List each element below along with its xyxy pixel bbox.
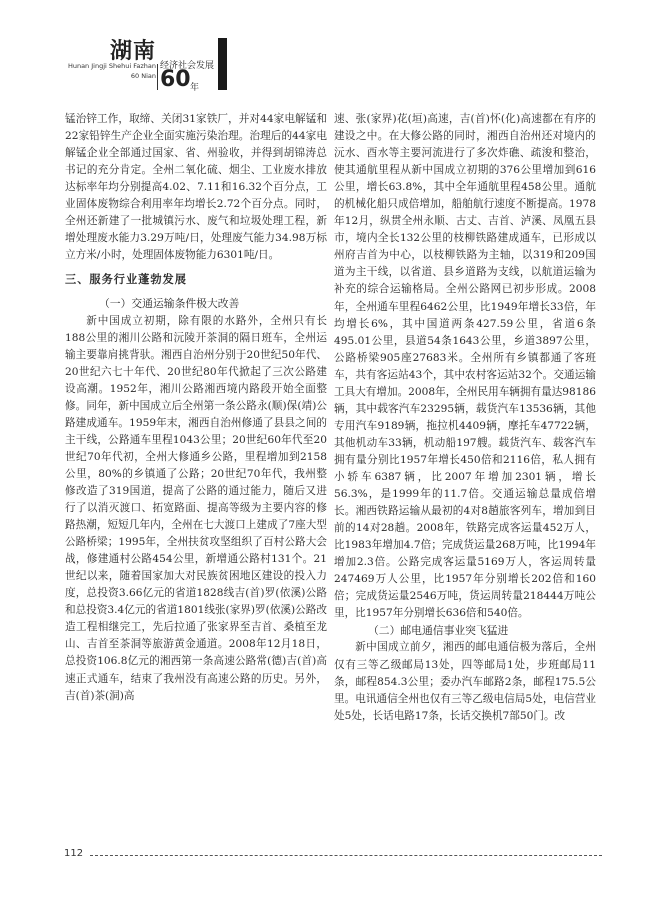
logo-pinyin: Hunan Jingji Shehui Fazhan [67,62,156,70]
left-column [65,111,327,705]
logo-pinyin-years: 60 Nian [130,72,156,80]
logo-number: 60 [160,67,191,92]
sub-heading: （二）邮电通信事业突飞猛进 [368,624,509,638]
logo-black-bar [218,38,227,90]
logo-nian: 年 [190,83,200,93]
paragraph: 锰治锌工作，取缔、关闭31家铁厂，并对44家电解锰和22家铅锌生产企业全面实施污染治理。治理后的44家电解锰企业全部通过国家、省、州验收，并得到胡锦涛总书记的充分肯定。全州二氧化硫、烟尘、工业废水排放达标率年均分别提高4.02、7.11和16.32个百分点，工业固体废物综合利用率年均增长2.72个百分点。同时，全州还新建了一批城镇污水、废气和垃圾处理工程，新增处理废水能力3.29万吨/日，处理废气能力34.98万标立方米/小时，处理固体废物能力6301吨/日。 [65,113,327,262]
logo-title: 湖南 [109,38,156,64]
footer-divider [90,855,602,856]
logo-subtitle: 经济社会发展 [160,61,215,71]
paragraph: 新中国成立初期，除有限的水路外，全州只有长188公里的湘川公路和沅陵开茶洞的隔日班车，全州运输主要靠肩挑背驮。湘西自治州分别于20世纪50年代、20世纪六七十年代、20世纪80年代掀起了三次公路建设高潮。1952年，湘川公路湘西境内路段开始全面整修。同年，新中国成立后全州第一条公路永(顺)保(靖)公路建成通车。1959年末，湘西自治州修通了县县之间的主干线，公路通车里程1043公里；20世纪60年代至20世纪70年代初，全州大修通乡公路，里程增加到2158公里，80%的乡镇通了公路；20世纪70年代，我州整修改造了319国道，提高了公路的通过能力，随后又进行了以消灭渡口、拓宽路面、提高等级为主要内容的修路热潮，短短几年内，全州在七大渡口上建成了7座大型公路桥梁；1995年，全州扶贫攻坚组织了百村公路大会战，修建通村公路454公里，新增通公路村131个。21世纪以来，随着国家加大对民族贫困地区建设的投入力度，总投资3.66亿元的省道1828线吉(首)罗(依溪)公路和总投资3.4亿元的省道1801线张(家界)罗(依溪)公路改造工程相继完工，先后拉通了张家界至吉首、桑植至龙山、吉首至茶洞等旅游黄金通道。2008年12月18日，总投资106.8亿元的湘西第一条高速公路常(德)吉(首)高速正式通车，结束了我州没有高速公路的历史。另外，吉(首)茶(洞)高 [65,314,327,702]
logo-divider [157,64,158,90]
paragraph: 新中国成立前夕，湘西的邮电通信极为落后，全州仅有三等乙级邮局13处，四等邮局1处，步班邮局11条，邮程854.3公里；委办汽车邮路2条，邮程175.5公里。电讯通信全州也仅有三等乙级电信局5处，电信营业处5处，长话电路17条，长话交换机7部50门。改 [334,641,596,722]
right-column [334,111,596,725]
paragraph: 速、张(家界)花(垣)高速，吉(首)怀(化)高速都在有序的建设之中。在大修公路的同时，湘西自治州还对境内的沅水、酉水等主要河流进行了多次炸礁、疏浚和整治，使其通航里程从新中国成立初期的376公里增加到616公里，增长63.8%，其中全年通航里程458公里。通航的机械化船只成倍增加，船舶航行速度不断提高。1978年12月，纵贯全州永顺、古丈、吉首、泸溪、凤凰五县市，境内全长132公里的枝柳铁路建成通车，已形成以州府吉首为中心，以枝柳铁路为主轴，以319和209国道为主干线，以省道、县乡道路为支线，以航道运输为补充的综合运输格局。全州公路网已初步形成。2008年，全州通车里程6462公里，比1949年增长33倍，年均增长6%，其中国道两条427.59公里，省道6条495.01公里，县道54条1643公里，乡道3897公里，公路桥梁905座27683米。全州所有乡镇都通了客班车，共有客运站43个，其中农村客运站32个。交通运输工具大有增加。2008年，全州民用车辆拥有量达98186辆，其中载客汽车23295辆，载货汽车13536辆，其他专用汽车9189辆，拖拉机4409辆，摩托车47722辆，其他机动车33辆，机动船197艘。载货汽车、载客汽车拥有量分别比1957年增长450倍和2116倍，私人拥有小轿车6387辆，比2007年增加2301辆，增长56.3%，是1999年的11.7倍。交通运输总量成倍增长。湘西铁路运输从最初的4对8趟旅客列车，增加到目前的14对28趟。2008年，铁路完成客运量452万人，比1983年增加4.7倍；完成货运量268万吨，比1994年增加2.3倍。公路完成客运量5169万人，客运周转量247469万人公里，比1957年分别增长202倍和160倍；完成货运量2546万吨，货运周转量218444万吨公里，比1957年分别增长636倍和540倍。 [334,113,596,620]
header-logo [68,34,248,92]
page-number: 112 [64,848,84,859]
sub-heading: （一）交通运输条件极大改善 [99,297,240,311]
section-heading: 三、服务行业蓬勃发展 [65,273,187,287]
